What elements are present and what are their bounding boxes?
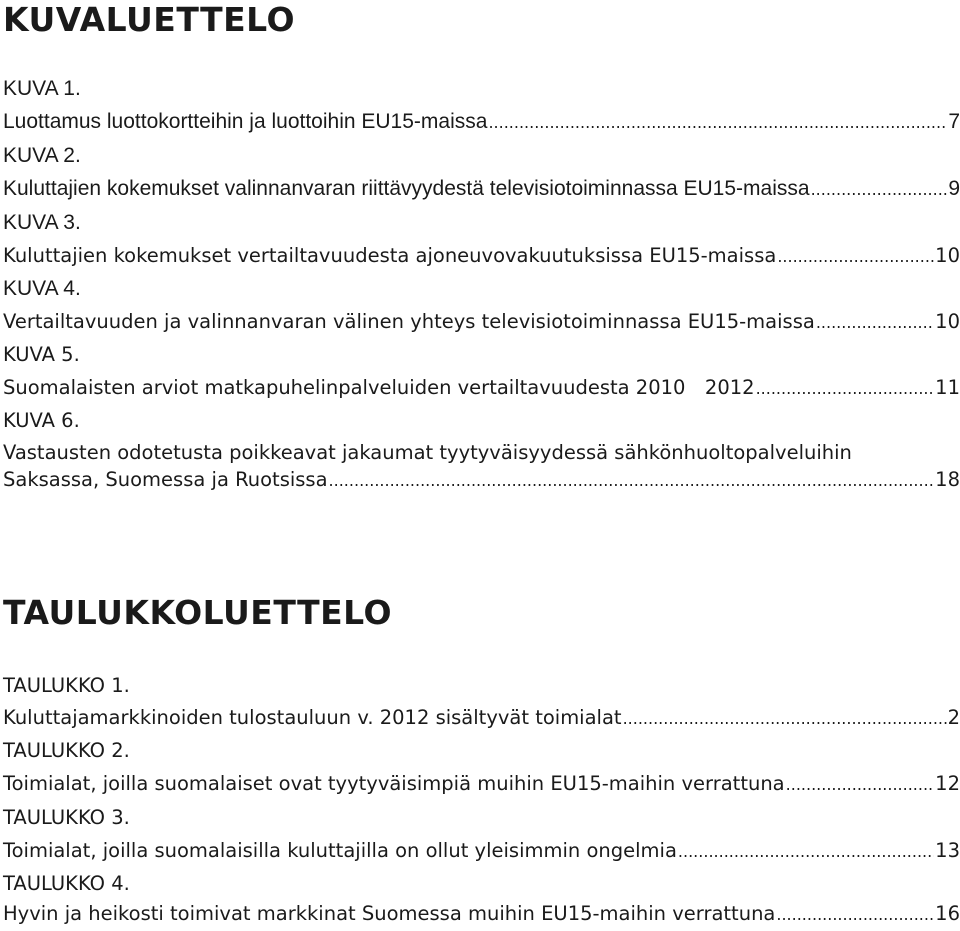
dot-leader [816, 307, 934, 339]
toc-entry-table-4[interactable] [3, 898, 960, 930]
dot-leader [329, 465, 935, 497]
dot-leader [678, 836, 934, 868]
dot-leader [488, 107, 947, 139]
toc-page-number: 16 [935, 902, 960, 925]
toc-entry-figure-1[interactable] [3, 106, 960, 138]
dot-leader [777, 241, 934, 273]
figure-label: KUVA 3. [3, 211, 81, 234]
dot-leader [623, 703, 947, 735]
figure-label: KUVA 1. [3, 77, 81, 100]
toc-entry-title: Toimialat, joilla suomalaiset ovat tyytyväisimpiä muihin EU15-maihin verrattuna [3, 772, 785, 795]
dot-leader [776, 899, 934, 931]
toc-entry-figure-4[interactable] [3, 306, 960, 338]
toc-entry-title: Kuluttajamarkkinoiden tulostauluun v. 2012 sisältyvät toimialat [3, 706, 622, 729]
toc-page-number: 12 [935, 772, 960, 795]
toc-entry-title: Vertailtavuuden ja valinnanvaran välinen yhteys televisiotoiminnassa EU15-maissa [3, 310, 815, 333]
toc-entry-title: Luottamus luottokortteihin ja luottoihin EU15-maissa [3, 110, 488, 133]
toc-page-number: 11 [935, 376, 960, 399]
toc-page-number: 13 [935, 839, 960, 862]
toc-entry-figure-6[interactable] [3, 464, 960, 496]
table-label: TAULUKKO 3. [3, 806, 130, 829]
toc-entry-title: Suomalaisten arviot matkapuhelinpalveluiden vertailtavuudesta 2010 2012 [3, 376, 755, 399]
toc-entry-title-line[interactable]: Vastausten odotetusta poikkeavat jakaumat tyytyväisyydessä sähkönhuoltopalveluihin [3, 441, 852, 464]
toc-page-number: 7 [948, 110, 960, 133]
dot-leader [786, 769, 935, 801]
toc-page-number: 2 [947, 706, 960, 729]
dot-leader [756, 373, 935, 405]
toc-page-number: 10 [935, 310, 960, 333]
figure-label: KUVA 6. [3, 409, 80, 432]
toc-page-number: 18 [935, 468, 960, 491]
figure-label: KUVA 2. [3, 144, 81, 167]
toc-page-number: 9 [948, 177, 960, 200]
dot-leader [811, 174, 948, 206]
toc-entry-figure-3[interactable] [3, 240, 960, 272]
toc-page-number: 10 [935, 244, 960, 267]
toc-entry-figure-5[interactable] [3, 372, 960, 404]
figures-heading: KUVALUETTELO [3, 0, 296, 39]
toc-entry-title: Saksassa, Suomessa ja Ruotsissa [3, 468, 328, 491]
toc-entry-table-1[interactable] [3, 702, 960, 734]
table-label: TAULUKKO 4. [3, 872, 130, 895]
toc-entry-table-3[interactable] [3, 835, 960, 867]
toc-entry-title: Kuluttajien kokemukset vertailtavuudesta ajoneuvovakuutuksissa EU15-maissa [3, 244, 777, 267]
toc-entry-table-2[interactable] [3, 768, 960, 800]
toc-entry-title: Kuluttajien kokemukset valinnanvaran riittävyydestä televisiotoiminnassa EU15-maissa [3, 177, 810, 200]
table-label: TAULUKKO 1. [3, 674, 130, 697]
table-label: TAULUKKO 2. [3, 739, 130, 762]
figure-label: KUVA 5. [3, 343, 80, 366]
toc-entry-title: Hyvin ja heikosti toimivat markkinat Suomessa muihin EU15-maihin verrattuna [3, 902, 776, 925]
toc-entry-figure-2[interactable] [3, 173, 960, 205]
toc-entry-title: Toimialat, joilla suomalaisilla kuluttajilla on ollut yleisimmin ongelmia [3, 839, 677, 862]
figure-label: KUVA 4. [3, 277, 81, 300]
tables-heading: TAULUKKOLUETTELO [3, 593, 393, 632]
